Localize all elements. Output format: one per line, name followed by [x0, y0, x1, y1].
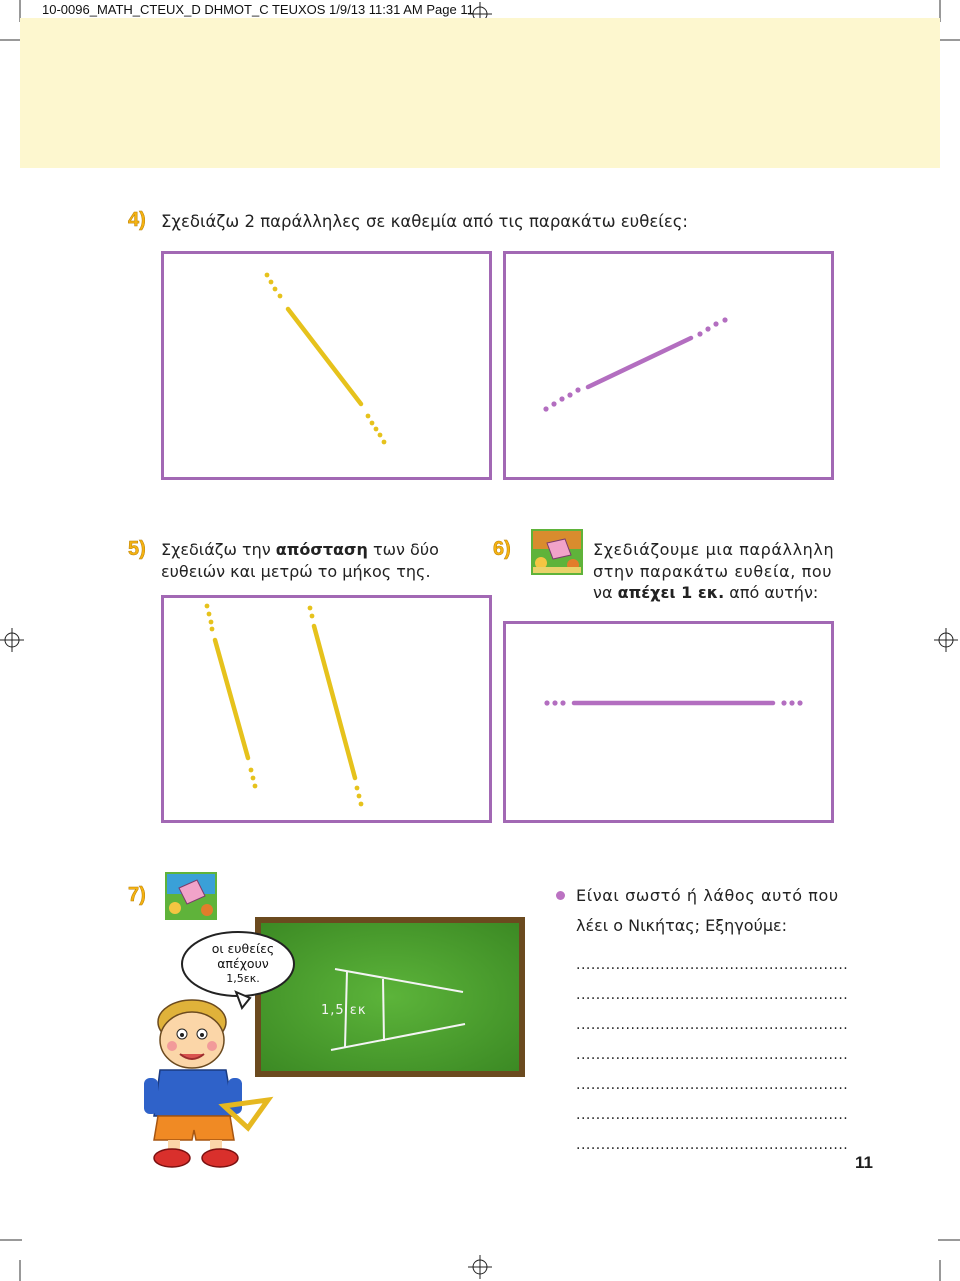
header-band: [20, 18, 940, 168]
speech-line-1: οι ευθείες: [211, 941, 275, 956]
exercise-6-text-line3: [593, 582, 818, 603]
answer-line[interactable]: .......................................................: [576, 1077, 849, 1093]
exercise-6-line3-bold: απέχει 1 εκ.: [617, 583, 725, 602]
exercise-5-text-pre: Σχεδιάζω την: [161, 540, 276, 559]
exercise-6-box[interactable]: [503, 621, 834, 823]
exercise-4-number: 4): [128, 209, 146, 231]
answer-line[interactable]: .......................................................: [576, 1017, 849, 1033]
exercise-6-text-line2: στην παρακάτω ευθεία, που: [593, 562, 833, 581]
exercise-5-number: 5): [128, 538, 146, 560]
answer-line[interactable]: .......................................................: [576, 957, 849, 973]
page-number: 11: [855, 1153, 873, 1172]
group-work-icon: [165, 872, 217, 920]
group-work-icon: [531, 529, 583, 575]
horizontal-purple-line: [506, 624, 831, 820]
speech-bubble-text: [205, 941, 281, 986]
exercise-4-box-left[interactable]: [161, 251, 492, 480]
answer-lines: [576, 957, 848, 1167]
registration-mark-right: [934, 628, 958, 652]
answer-line[interactable]: .......................................................: [576, 1047, 849, 1063]
speech-line-2: απέχουν: [217, 956, 269, 971]
exercise-5-text-post: των δύο: [367, 540, 439, 559]
exercise-6-text-line1: Σχεδιάζουμε μια παράλληλη: [593, 540, 835, 559]
board-label: 1,5 εκ: [321, 1003, 367, 1018]
exercise-6-number: 6): [493, 538, 511, 560]
exercise-5-box[interactable]: [161, 595, 492, 823]
print-slug: 10-0096_MATH_CTEUX_D DHMOT_C TEUXOS 1/9/13 11:31 AM Page 11: [42, 2, 474, 17]
registration-mark-left: [0, 628, 24, 652]
registration-mark-bottom: [468, 1255, 492, 1279]
answer-line[interactable]: .......................................................: [576, 1137, 849, 1153]
answer-line[interactable]: .......................................................: [576, 1107, 849, 1123]
exercise-4-box-right[interactable]: [503, 251, 834, 480]
bullet-icon: [556, 891, 565, 900]
exercise-6-line3-pre: να: [593, 583, 618, 602]
speech-line-3: 1,5εκ.: [226, 972, 260, 985]
exercise-7-question-line2: λέει ο Νικήτας; Εξηγούμε:: [576, 916, 788, 935]
exercise-7-number: 7): [128, 884, 146, 906]
diagonal-purple-line: [506, 254, 831, 477]
exercise-7-question-line1: Είναι σωστό ή λάθος αυτό που: [576, 886, 839, 905]
exercise-5-text-bold: απόσταση: [275, 540, 368, 559]
answer-line[interactable]: .......................................................: [576, 987, 849, 1003]
two-yellow-lines: [164, 598, 489, 820]
diagonal-yellow-line: [164, 254, 489, 477]
exercise-5-text-line2: ευθειών και μετρώ το μήκος της.: [161, 562, 431, 581]
exercise-5-text: [161, 539, 439, 560]
exercise-4-text: Σχεδιάζω 2 παράλληλες σε καθεμία από τις παρακάτω ευθείες:: [161, 212, 688, 231]
exercise-6-line3-post: από αυτήν:: [724, 583, 819, 602]
